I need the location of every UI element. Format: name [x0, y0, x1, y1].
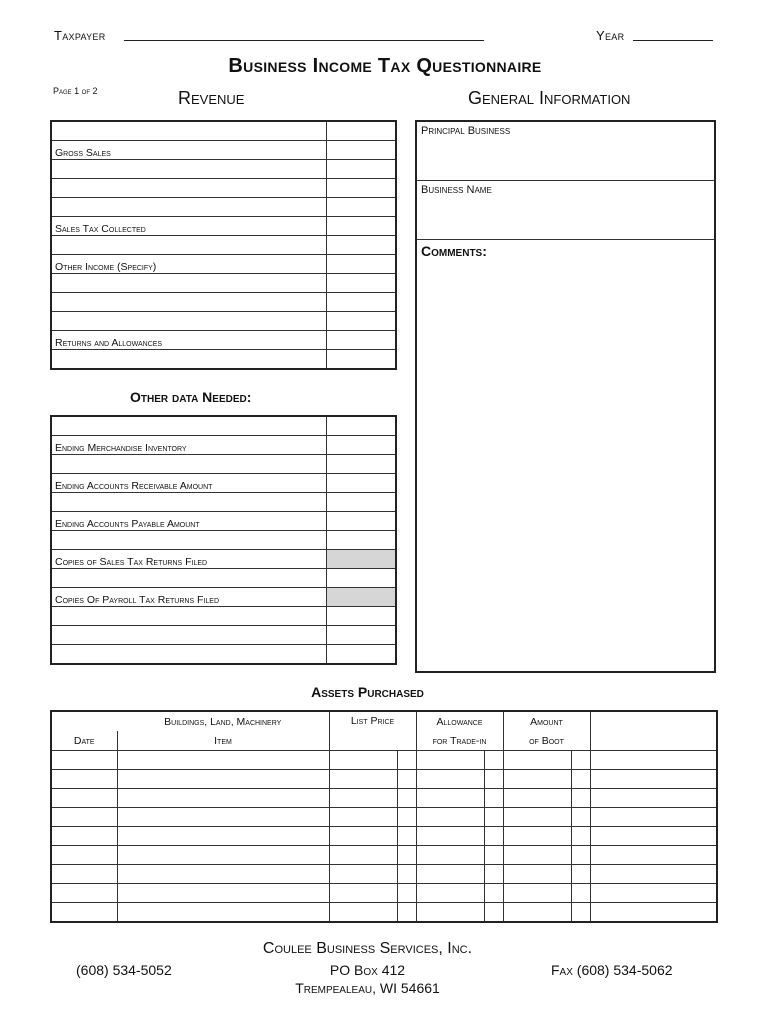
- asset-cell[interactable]: [571, 865, 590, 884]
- asset-cell[interactable]: [117, 770, 329, 789]
- col-boot-top: Amount: [503, 711, 590, 731]
- other-data-row: [51, 569, 396, 588]
- other-data-row-label: Copies Of Payroll Tax Returns Filed: [51, 588, 327, 607]
- taxpayer-label: Taxpayer: [54, 28, 106, 43]
- asset-cell[interactable]: [397, 827, 416, 846]
- revenue-heading: Revenue: [178, 88, 245, 108]
- asset-cell[interactable]: [503, 827, 571, 846]
- revenue-amount-field[interactable]: [327, 121, 397, 141]
- asset-cell[interactable]: [484, 770, 503, 789]
- asset-cell[interactable]: [329, 846, 397, 865]
- other-data-amount-field[interactable]: [327, 474, 397, 493]
- revenue-amount-field[interactable]: [327, 236, 397, 255]
- revenue-row: [51, 350, 396, 370]
- other-data-row: [51, 436, 396, 455]
- revenue-amount-field[interactable]: [327, 255, 397, 274]
- asset-cell[interactable]: [571, 770, 590, 789]
- asset-cell[interactable]: [571, 808, 590, 827]
- other-data-row-label: Ending Accounts Payable Amount: [51, 512, 327, 531]
- asset-cell[interactable]: [329, 827, 397, 846]
- other-data-row: [51, 607, 396, 626]
- revenue-row-label: Other Income (Specify): [51, 255, 327, 274]
- asset-cell[interactable]: [329, 770, 397, 789]
- other-data-amount-field[interactable]: [327, 645, 397, 665]
- revenue-row-label: [51, 236, 327, 255]
- revenue-amount-field[interactable]: [327, 331, 397, 350]
- other-data-row: [51, 588, 396, 607]
- asset-row: [51, 846, 717, 865]
- other-data-amount-field[interactable]: [327, 531, 397, 550]
- asset-cell[interactable]: [503, 751, 571, 770]
- asset-cell[interactable]: [571, 846, 590, 865]
- city-address: Trempealeau, WI 54661: [295, 980, 440, 996]
- other-data-amount-field[interactable]: [327, 569, 397, 588]
- fax-number: Fax (608) 534-5062: [551, 962, 673, 978]
- other-data-row-label: [51, 531, 327, 550]
- revenue-row: [51, 160, 396, 179]
- other-data-row: [51, 512, 396, 531]
- form-title: Business Income Tax Questionnaire: [228, 55, 542, 77]
- asset-row: [51, 827, 717, 846]
- asset-cell[interactable]: [397, 884, 416, 903]
- revenue-row: [51, 179, 396, 198]
- other-data-row-label: Copies of Sales Tax Returns Filed: [51, 550, 327, 569]
- col-date: Date: [51, 731, 117, 751]
- col-list-price: List Price: [329, 711, 416, 751]
- col-item: Item: [117, 731, 329, 751]
- assets-heading: Assets Purchased: [311, 684, 424, 700]
- asset-cell[interactable]: [571, 884, 590, 903]
- col-allowance-bottom: for Trade-in: [416, 731, 503, 751]
- revenue-amount-field[interactable]: [327, 198, 397, 217]
- asset-cell[interactable]: [397, 789, 416, 808]
- asset-cell[interactable]: [117, 884, 329, 903]
- revenue-row-label: [51, 350, 327, 370]
- other-data-row: [51, 626, 396, 645]
- asset-cell[interactable]: [416, 808, 484, 827]
- revenue-row-label: [51, 274, 327, 293]
- revenue-row: [51, 274, 396, 293]
- other-data-heading: Other data Needed:: [130, 389, 252, 405]
- revenue-row: [51, 312, 396, 331]
- shaded-cell: [327, 550, 397, 569]
- other-data-row-label: [51, 455, 327, 474]
- asset-cell[interactable]: [51, 789, 117, 808]
- other-data-amount-field[interactable]: [327, 416, 397, 436]
- other-data-row: [51, 645, 396, 665]
- business-name-label: Business Name: [421, 184, 492, 196]
- asset-cell[interactable]: [416, 789, 484, 808]
- revenue-row-label: Gross Sales: [51, 141, 327, 160]
- asset-cell[interactable]: [117, 827, 329, 846]
- asset-cell[interactable]: [416, 827, 484, 846]
- revenue-row: [51, 121, 396, 141]
- other-data-table: [50, 415, 397, 665]
- asset-cell[interactable]: [51, 903, 117, 923]
- asset-cell[interactable]: [117, 903, 329, 923]
- asset-cell[interactable]: [590, 846, 717, 865]
- asset-cell[interactable]: [416, 751, 484, 770]
- asset-row: [51, 903, 717, 923]
- asset-cell[interactable]: [329, 751, 397, 770]
- revenue-row-label: Returns and Allowances: [51, 331, 327, 350]
- asset-cell[interactable]: [484, 846, 503, 865]
- asset-cell[interactable]: [484, 865, 503, 884]
- other-data-row-label: [51, 416, 327, 436]
- col-allowance-top: Allowance: [416, 711, 503, 731]
- revenue-amount-field[interactable]: [327, 160, 397, 179]
- principal-business-field[interactable]: [417, 122, 714, 181]
- asset-cell[interactable]: [503, 884, 571, 903]
- other-data-amount-field[interactable]: [327, 607, 397, 626]
- asset-row: [51, 751, 717, 770]
- other-data-row: [51, 493, 396, 512]
- asset-cell[interactable]: [397, 770, 416, 789]
- asset-cell[interactable]: [416, 846, 484, 865]
- asset-row: [51, 865, 717, 884]
- asset-cell[interactable]: [51, 846, 117, 865]
- asset-cell[interactable]: [590, 789, 717, 808]
- asset-cell[interactable]: [416, 884, 484, 903]
- revenue-row: [51, 255, 396, 274]
- asset-cell[interactable]: [329, 903, 397, 923]
- asset-cell[interactable]: [51, 865, 117, 884]
- asset-cell[interactable]: [416, 903, 484, 923]
- revenue-row: [51, 293, 396, 312]
- general-info-heading: General Information: [468, 88, 631, 108]
- asset-cell[interactable]: [590, 884, 717, 903]
- revenue-table: [50, 120, 397, 370]
- asset-cell[interactable]: [503, 808, 571, 827]
- shaded-cell: [327, 588, 397, 607]
- other-data-row-label: [51, 626, 327, 645]
- asset-cell[interactable]: [503, 903, 571, 923]
- col-boot-bottom: of Boot: [503, 731, 590, 751]
- revenue-row: [51, 217, 396, 236]
- other-data-amount-field[interactable]: [327, 512, 397, 531]
- asset-cell[interactable]: [503, 865, 571, 884]
- revenue-amount-field[interactable]: [327, 312, 397, 331]
- asset-cell[interactable]: [571, 751, 590, 770]
- asset-cell[interactable]: [416, 770, 484, 789]
- company-name: Coulee Business Services, Inc.: [262, 940, 473, 957]
- asset-cell[interactable]: [397, 903, 416, 923]
- other-data-amount-field[interactable]: [327, 455, 397, 474]
- asset-cell[interactable]: [571, 789, 590, 808]
- revenue-row-label: [51, 198, 327, 217]
- asset-cell[interactable]: [329, 865, 397, 884]
- revenue-row: [51, 141, 396, 160]
- asset-cell[interactable]: [484, 884, 503, 903]
- po-box: PO Box 412: [329, 962, 406, 978]
- revenue-amount-field[interactable]: [327, 217, 397, 236]
- asset-cell[interactable]: [117, 751, 329, 770]
- asset-cell[interactable]: [590, 827, 717, 846]
- col-item-top: Buildings, Land, Machinery: [117, 711, 329, 731]
- asset-cell[interactable]: [397, 865, 416, 884]
- asset-row: [51, 789, 717, 808]
- asset-cell[interactable]: [397, 846, 416, 865]
- general-info-box: [415, 120, 716, 673]
- asset-cell[interactable]: [416, 865, 484, 884]
- other-data-row-label: [51, 645, 327, 665]
- other-data-row: [51, 550, 396, 569]
- revenue-row-label: [51, 121, 327, 141]
- other-data-row-label: [51, 569, 327, 588]
- page-number: Page 1 of 2: [53, 86, 98, 96]
- asset-cell[interactable]: [484, 789, 503, 808]
- asset-cell[interactable]: [397, 751, 416, 770]
- principal-business-label: Principal Business: [421, 125, 511, 137]
- asset-cell[interactable]: [503, 846, 571, 865]
- year-field[interactable]: [633, 40, 713, 41]
- asset-cell[interactable]: [484, 903, 503, 923]
- asset-cell[interactable]: [590, 770, 717, 789]
- taxpayer-field[interactable]: [124, 40, 484, 41]
- asset-row: [51, 884, 717, 903]
- revenue-amount-field[interactable]: [327, 141, 397, 160]
- asset-row: [51, 808, 717, 827]
- asset-cell[interactable]: [51, 808, 117, 827]
- revenue-amount-field[interactable]: [327, 274, 397, 293]
- asset-cell[interactable]: [503, 789, 571, 808]
- year-label: Year: [596, 28, 625, 43]
- asset-cell[interactable]: [590, 865, 717, 884]
- asset-cell[interactable]: [117, 808, 329, 827]
- other-data-row: [51, 474, 396, 493]
- other-data-row: [51, 416, 396, 436]
- revenue-row-label: [51, 179, 327, 198]
- other-data-row-label: Ending Merchandise Inventory: [51, 436, 327, 455]
- revenue-row: [51, 236, 396, 255]
- other-data-row-label: [51, 607, 327, 626]
- asset-cell[interactable]: [329, 884, 397, 903]
- comments-label: Comments:: [421, 243, 487, 259]
- other-data-row: [51, 455, 396, 474]
- asset-cell[interactable]: [51, 770, 117, 789]
- revenue-amount-field[interactable]: [327, 179, 397, 198]
- assets-table: [50, 710, 718, 923]
- asset-cell[interactable]: [484, 751, 503, 770]
- revenue-amount-field[interactable]: [327, 293, 397, 312]
- other-data-amount-field[interactable]: [327, 436, 397, 455]
- asset-cell[interactable]: [117, 789, 329, 808]
- asset-cell[interactable]: [484, 827, 503, 846]
- asset-cell[interactable]: [503, 770, 571, 789]
- asset-cell[interactable]: [571, 903, 590, 923]
- asset-cell[interactable]: [590, 751, 717, 770]
- other-data-row-label: Ending Accounts Receivable Amount: [51, 474, 327, 493]
- asset-cell[interactable]: [117, 846, 329, 865]
- revenue-row-label: [51, 160, 327, 179]
- asset-cell[interactable]: [329, 808, 397, 827]
- business-name-field[interactable]: [417, 181, 714, 240]
- asset-cell[interactable]: [571, 827, 590, 846]
- asset-cell[interactable]: [117, 865, 329, 884]
- asset-cell[interactable]: [51, 827, 117, 846]
- other-data-amount-field[interactable]: [327, 626, 397, 645]
- revenue-row-label: Sales Tax Collected: [51, 217, 327, 236]
- asset-cell[interactable]: [590, 903, 717, 923]
- other-data-amount-field[interactable]: [327, 493, 397, 512]
- revenue-row: [51, 331, 396, 350]
- asset-cell[interactable]: [397, 808, 416, 827]
- revenue-row: [51, 198, 396, 217]
- revenue-row-label: [51, 312, 327, 331]
- asset-cell[interactable]: [51, 884, 117, 903]
- asset-cell[interactable]: [51, 751, 117, 770]
- phone-number: (608) 534-5052: [76, 962, 172, 978]
- other-data-row: [51, 531, 396, 550]
- other-data-row-label: [51, 493, 327, 512]
- revenue-amount-field[interactable]: [327, 350, 397, 370]
- asset-cell[interactable]: [484, 808, 503, 827]
- asset-row: [51, 770, 717, 789]
- asset-cell[interactable]: [590, 808, 717, 827]
- revenue-row-label: [51, 293, 327, 312]
- asset-cell[interactable]: [329, 789, 397, 808]
